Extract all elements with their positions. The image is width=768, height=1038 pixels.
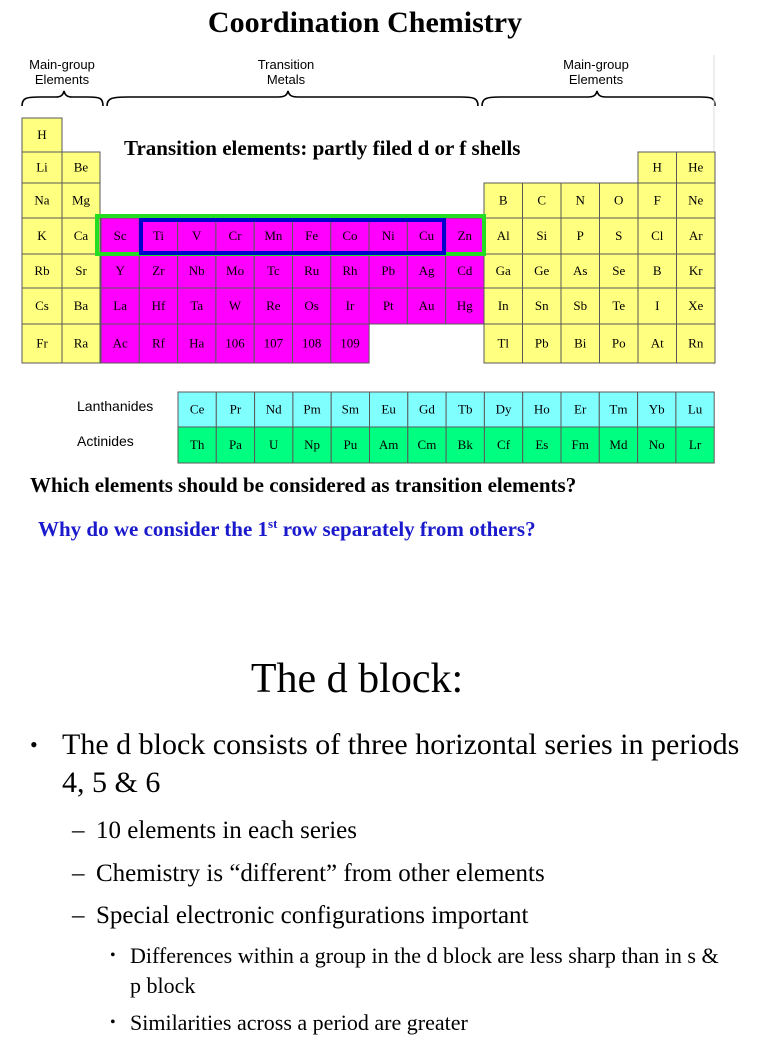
element-symbol: Sn bbox=[534, 298, 549, 313]
actinide-cell bbox=[293, 427, 331, 463]
element-symbol: Ir bbox=[345, 298, 355, 313]
element-symbol: Nd bbox=[265, 401, 282, 417]
element-cell bbox=[677, 288, 716, 324]
element-cell bbox=[561, 183, 600, 218]
lanthanide-cell bbox=[599, 392, 637, 427]
element-symbol: Md bbox=[609, 437, 628, 452]
element-symbol: B bbox=[498, 192, 508, 208]
element-symbol: Rh bbox=[342, 263, 358, 278]
element-symbol: B bbox=[652, 263, 662, 278]
element-symbol: P bbox=[576, 228, 584, 243]
lanthanide-cell bbox=[638, 392, 676, 427]
element-symbol: Cd bbox=[457, 263, 473, 278]
element-cell bbox=[600, 254, 639, 288]
element-symbol: Au bbox=[418, 298, 435, 313]
bullet-d-block-series bbox=[30, 726, 750, 802]
element-symbol: 109 bbox=[340, 335, 360, 351]
element-cell bbox=[561, 254, 600, 288]
element-cell bbox=[331, 288, 369, 324]
element-cell bbox=[254, 288, 292, 324]
element-cell bbox=[600, 218, 639, 254]
slide-title: Coordination Chemistry bbox=[207, 6, 523, 39]
element-symbol: Nb bbox=[188, 263, 205, 278]
element-cell bbox=[523, 288, 562, 324]
element-symbol: Y bbox=[115, 263, 125, 278]
dot-marker: • bbox=[110, 947, 116, 964]
element-cell bbox=[331, 218, 369, 254]
element-cell bbox=[484, 288, 523, 324]
element-symbol: Cm bbox=[417, 437, 437, 452]
element-symbol: Os bbox=[304, 298, 319, 313]
actinide-cell bbox=[484, 427, 522, 463]
element-symbol: As bbox=[573, 263, 588, 278]
element-cell bbox=[216, 324, 254, 363]
actinide-cell bbox=[178, 427, 216, 463]
sub-bullet-text: Chemistry is “different” from other elements bbox=[96, 860, 545, 887]
actinide-cell bbox=[599, 427, 637, 463]
element-cell bbox=[101, 288, 139, 324]
actinides-label: Actinides bbox=[77, 433, 134, 449]
element-symbol: V bbox=[192, 228, 202, 243]
element-cell bbox=[139, 324, 177, 363]
actinide-cell bbox=[408, 427, 446, 463]
element-symbol: O bbox=[614, 192, 624, 208]
element-symbol: Lu bbox=[687, 401, 703, 417]
element-symbol: Mn bbox=[264, 228, 283, 243]
element-symbol: S bbox=[615, 228, 623, 243]
element-symbol: 108 bbox=[301, 335, 322, 351]
element-symbol: Tl bbox=[497, 335, 510, 351]
element-cell bbox=[523, 183, 562, 218]
element-cell bbox=[638, 152, 677, 183]
element-symbol: Cs bbox=[35, 298, 49, 313]
element-cell bbox=[561, 288, 600, 324]
element-cell bbox=[638, 218, 677, 254]
element-cell bbox=[523, 254, 562, 288]
element-symbol: I bbox=[655, 298, 660, 313]
element-symbol: Pa bbox=[228, 437, 242, 452]
lanthanide-cell bbox=[676, 392, 714, 427]
sub-bullet-text: 10 elements in each series bbox=[96, 817, 358, 844]
element-cell bbox=[369, 254, 407, 288]
element-cell bbox=[216, 218, 254, 254]
element-cell bbox=[446, 218, 484, 254]
element-cell bbox=[446, 288, 484, 324]
element-cell bbox=[407, 254, 445, 288]
dot-marker: • bbox=[110, 1014, 116, 1031]
element-symbol: Rf bbox=[151, 335, 165, 351]
element-symbol: Cf bbox=[497, 437, 511, 452]
element-symbol: Sc bbox=[113, 228, 127, 243]
element-symbol: Co bbox=[342, 228, 358, 243]
element-cell bbox=[254, 254, 292, 288]
element-cell bbox=[178, 288, 216, 324]
element-symbol: Am bbox=[378, 437, 399, 452]
element-symbol: Tm bbox=[609, 401, 628, 417]
sub-bullet-ten-elements bbox=[72, 816, 752, 846]
element-symbol: Th bbox=[189, 437, 205, 452]
brace-middle bbox=[107, 91, 478, 106]
element-cell bbox=[254, 324, 292, 363]
actinide-cell bbox=[216, 427, 254, 463]
subsub-bullet-differences bbox=[110, 941, 730, 1001]
element-symbol: Ne bbox=[688, 192, 704, 208]
element-cell bbox=[22, 288, 62, 324]
element-symbol: C bbox=[537, 192, 547, 208]
q2-sup: st bbox=[268, 516, 278, 531]
actinide-cell bbox=[446, 427, 484, 463]
subsub-bullet-similarities bbox=[110, 1008, 730, 1038]
question-transition-elements: Which elements should be considered as transition elements? bbox=[30, 473, 577, 497]
element-cell bbox=[139, 254, 177, 288]
element-cell bbox=[484, 254, 523, 288]
element-cell bbox=[369, 288, 407, 324]
element-symbol: Ac bbox=[112, 335, 128, 351]
element-cell bbox=[178, 254, 216, 288]
element-symbol: In bbox=[497, 298, 509, 313]
element-symbol: Fr bbox=[36, 335, 48, 351]
element-cell bbox=[677, 254, 716, 288]
element-symbol: Cl bbox=[651, 228, 664, 243]
element-cell bbox=[62, 152, 100, 183]
element-symbol: Te bbox=[612, 298, 626, 313]
element-symbol: Ru bbox=[304, 263, 320, 278]
dash-marker: – bbox=[72, 902, 85, 929]
lanthanide-cell bbox=[561, 392, 599, 427]
element-cell bbox=[484, 183, 523, 218]
element-cell bbox=[139, 288, 177, 324]
element-symbol: Pr bbox=[229, 401, 242, 417]
element-cell bbox=[293, 324, 331, 363]
element-symbol: Se bbox=[612, 263, 626, 278]
element-symbol: Hf bbox=[151, 298, 166, 313]
lanthanides-label: Lanthanides bbox=[77, 398, 154, 414]
subsub-bullet-text: Similarities across a period are greater bbox=[130, 1010, 468, 1035]
element-cell bbox=[600, 183, 639, 218]
bullet-text: The d block consists of three horizontal series in periods 4, 5 & 6 bbox=[62, 728, 740, 799]
subsub-bullet-text: Differences within a group in the d block are less sharp than in s & p block bbox=[130, 943, 719, 998]
element-symbol: Ta bbox=[190, 298, 204, 313]
element-symbol: Re bbox=[266, 298, 281, 313]
element-symbol: Eu bbox=[381, 401, 396, 417]
element-cell bbox=[293, 218, 331, 254]
element-symbol: Ga bbox=[495, 263, 511, 278]
q2-part2: row separately from others? bbox=[277, 517, 536, 541]
lanthanide-cell bbox=[293, 392, 331, 427]
element-symbol: Sr bbox=[75, 263, 87, 278]
lanthanide-cell bbox=[331, 392, 369, 427]
element-cell bbox=[561, 324, 600, 363]
element-symbol: N bbox=[575, 192, 585, 208]
element-symbol: Ho bbox=[533, 401, 550, 417]
element-symbol: Ar bbox=[688, 228, 703, 243]
q2-part1: Why do we consider the 1 bbox=[38, 517, 269, 541]
element-cell bbox=[22, 152, 62, 183]
element-symbol: Cr bbox=[228, 228, 242, 243]
brace-right bbox=[482, 91, 715, 106]
transition-label-line1: Transition bbox=[257, 57, 315, 72]
element-symbol: Gd bbox=[419, 401, 435, 417]
element-cell bbox=[677, 183, 716, 218]
element-cell bbox=[62, 288, 100, 324]
element-symbol: Pb bbox=[381, 263, 396, 278]
element-symbol: Pb bbox=[534, 335, 549, 351]
main-group-right-line2: Elements bbox=[568, 72, 624, 87]
element-cell bbox=[600, 288, 639, 324]
element-cell bbox=[677, 324, 716, 363]
element-cell bbox=[369, 218, 407, 254]
element-symbol: Fe bbox=[305, 228, 319, 243]
actinide-cell bbox=[638, 427, 676, 463]
actinide-cell bbox=[370, 427, 408, 463]
main-group-right-line1: Main-group bbox=[563, 57, 629, 72]
element-cell bbox=[101, 254, 139, 288]
element-symbol: Xe bbox=[688, 298, 704, 313]
lanthanide-cell bbox=[178, 392, 216, 427]
element-cell bbox=[331, 324, 369, 363]
periodic-table bbox=[0, 0, 768, 470]
element-cell bbox=[62, 324, 100, 363]
element-symbol: U bbox=[269, 437, 279, 452]
element-symbol: Mg bbox=[71, 192, 91, 208]
d-block-title: The d block: bbox=[250, 656, 464, 702]
element-cell bbox=[677, 218, 716, 254]
element-cell bbox=[216, 288, 254, 324]
element-symbol: Ra bbox=[73, 335, 89, 351]
element-symbol: Bk bbox=[457, 437, 473, 452]
element-symbol: Ca bbox=[73, 228, 89, 243]
element-cell bbox=[331, 254, 369, 288]
element-symbol: Yb bbox=[648, 401, 665, 417]
element-cell bbox=[561, 218, 600, 254]
lanthanide-cell bbox=[216, 392, 254, 427]
element-symbol: Ha bbox=[189, 335, 205, 351]
element-symbol: Kr bbox=[688, 263, 703, 278]
sub-bullet-chemistry-different bbox=[72, 859, 752, 889]
actinide-cell bbox=[561, 427, 599, 463]
element-symbol: Ni bbox=[381, 228, 395, 243]
element-symbol: Li bbox=[36, 159, 48, 175]
element-cell bbox=[407, 288, 445, 324]
element-symbol: Pt bbox=[382, 298, 394, 313]
element-cell bbox=[638, 324, 677, 363]
actinide-cell bbox=[331, 427, 369, 463]
element-cell bbox=[22, 324, 62, 363]
element-cell bbox=[139, 218, 177, 254]
actinide-cell bbox=[676, 427, 714, 463]
element-cell bbox=[254, 218, 292, 254]
element-cell bbox=[62, 218, 100, 254]
element-cell bbox=[178, 324, 216, 363]
element-symbol: Ag bbox=[418, 263, 435, 278]
element-cell bbox=[293, 254, 331, 288]
element-cell bbox=[22, 118, 62, 152]
element-symbol: Zr bbox=[152, 263, 165, 278]
element-symbol: Po bbox=[611, 335, 626, 351]
element-symbol: Pu bbox=[343, 437, 358, 452]
brace-left bbox=[22, 91, 103, 106]
element-symbol: Dy bbox=[495, 401, 512, 417]
element-symbol: Ti bbox=[152, 228, 165, 243]
element-cell bbox=[293, 288, 331, 324]
element-symbol: Rn bbox=[688, 335, 704, 351]
sub-bullet-text: Special electronic configurations important bbox=[96, 902, 529, 929]
element-symbol: Hg bbox=[456, 298, 473, 313]
transition-elements-note: Transition elements: partly filed d or f shells bbox=[124, 136, 521, 160]
element-symbol: Ce bbox=[189, 401, 205, 417]
element-symbol: Lr bbox=[688, 437, 702, 452]
element-symbol: Tc bbox=[266, 263, 280, 278]
element-symbol: 107 bbox=[263, 335, 284, 351]
element-cell bbox=[638, 288, 677, 324]
element-symbol: Sb bbox=[573, 298, 588, 313]
element-cell bbox=[22, 218, 62, 254]
element-cell bbox=[600, 324, 639, 363]
element-symbol: Bi bbox=[574, 335, 587, 351]
element-cell bbox=[484, 218, 523, 254]
element-symbol: Tb bbox=[458, 401, 473, 417]
lanthanide-cell bbox=[446, 392, 484, 427]
element-cell bbox=[638, 254, 677, 288]
element-symbol: He bbox=[688, 159, 704, 175]
element-symbol: Al bbox=[496, 228, 510, 243]
element-symbol: Pm bbox=[303, 401, 321, 417]
element-symbol: 106 bbox=[225, 335, 245, 351]
element-symbol: Er bbox=[574, 401, 587, 417]
main-group-left-line2: Elements bbox=[34, 72, 90, 87]
transition-label-line2: Metals bbox=[266, 72, 306, 87]
element-cell bbox=[62, 183, 100, 218]
actinide-cell bbox=[255, 427, 293, 463]
actinide-cell bbox=[523, 427, 561, 463]
element-symbol: Be bbox=[73, 159, 89, 175]
element-symbol: Np bbox=[304, 437, 320, 452]
element-symbol: Ge bbox=[534, 263, 550, 278]
element-symbol: H bbox=[37, 127, 47, 142]
element-cell bbox=[101, 218, 139, 254]
element-cell bbox=[22, 183, 62, 218]
element-symbol: Si bbox=[536, 228, 548, 243]
element-cell bbox=[407, 218, 445, 254]
region-braces bbox=[22, 91, 715, 106]
element-cell bbox=[523, 218, 562, 254]
element-symbol: F bbox=[653, 192, 661, 208]
element-symbol: Fm bbox=[571, 437, 589, 452]
sub-bullet-electronic-config bbox=[72, 901, 752, 931]
element-cell bbox=[22, 254, 62, 288]
element-symbol: Ba bbox=[73, 298, 89, 313]
element-symbol: Rb bbox=[34, 263, 50, 278]
element-symbol: Zn bbox=[457, 228, 473, 243]
element-symbol: Na bbox=[34, 192, 50, 208]
element-cell bbox=[677, 152, 716, 183]
element-cell bbox=[484, 324, 523, 363]
element-cell bbox=[523, 324, 562, 363]
element-symbol: Cu bbox=[418, 228, 435, 243]
element-cell bbox=[446, 254, 484, 288]
element-symbol: Es bbox=[535, 437, 549, 452]
element-symbol: No bbox=[648, 437, 665, 452]
lanthanide-cell bbox=[408, 392, 446, 427]
bullet-marker: • bbox=[30, 732, 38, 757]
element-symbol: H bbox=[652, 159, 662, 175]
dash-marker: – bbox=[72, 817, 85, 844]
main-group-left-line1: Main-group bbox=[29, 57, 95, 72]
lanthanide-cell bbox=[484, 392, 522, 427]
element-symbol: La bbox=[113, 298, 128, 313]
element-symbol: Sm bbox=[341, 401, 360, 417]
dash-marker: – bbox=[72, 860, 85, 887]
element-cell bbox=[101, 324, 139, 363]
element-cell bbox=[62, 254, 100, 288]
lanthanide-cell bbox=[523, 392, 561, 427]
element-cell bbox=[216, 254, 254, 288]
lanthanide-cell bbox=[370, 392, 408, 427]
element-symbol: K bbox=[37, 228, 47, 243]
question-first-row bbox=[38, 516, 536, 542]
element-symbol: Mo bbox=[226, 263, 245, 278]
element-cell bbox=[178, 218, 216, 254]
element-symbol: At bbox=[650, 335, 664, 351]
element-cell bbox=[638, 183, 677, 218]
lanthanide-cell bbox=[255, 392, 293, 427]
element-symbol: W bbox=[228, 298, 242, 313]
